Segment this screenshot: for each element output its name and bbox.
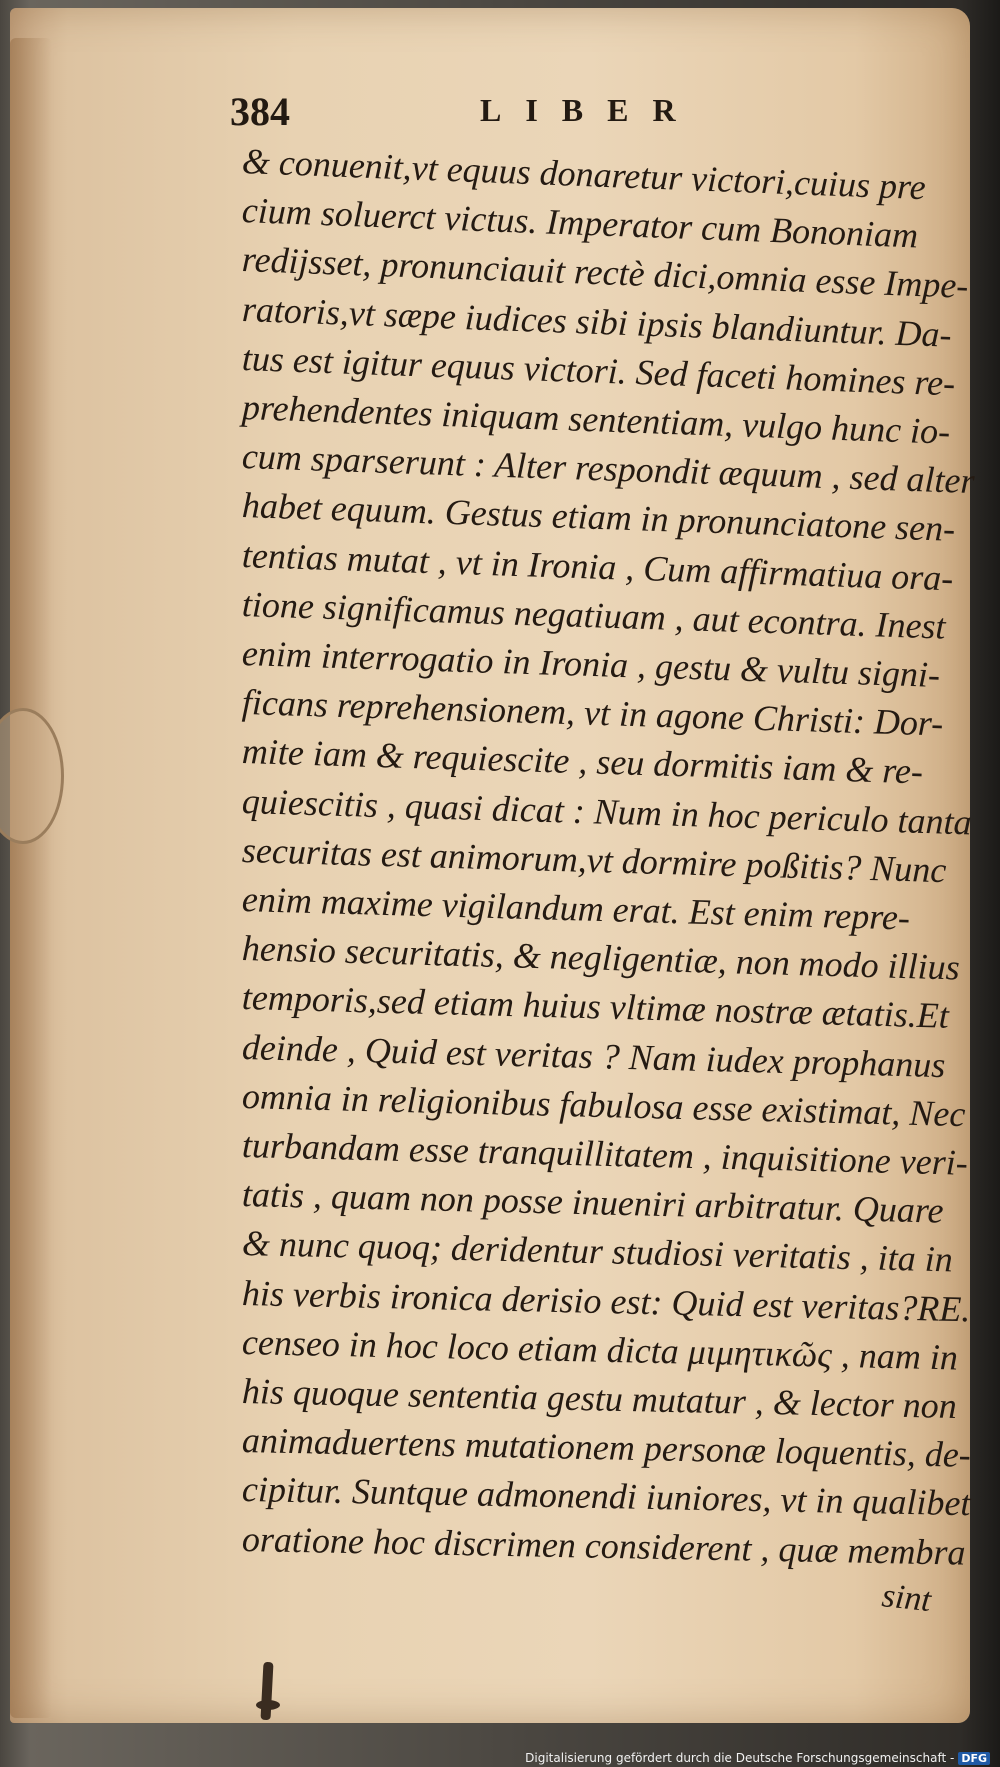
text-line: cium soluerct victus. Imperator cum Bononiam <box>241 190 919 256</box>
text-line: deinde , Quid est veritas ? Nam iudex prophanus <box>241 1026 946 1085</box>
text-line: & conuenit,vt equus donaretur victori,cuius pre <box>241 141 927 208</box>
book-clasp <box>0 708 64 844</box>
catchword: sint <box>880 1576 933 1619</box>
running-title: LIBER <box>480 92 700 128</box>
text-line: turbandam esse tranquillitatem , inquisitione veri- <box>241 1125 969 1183</box>
text-line: ficans reprehensionem, vt in agone Christi: Dor- <box>241 682 944 744</box>
text-line: tione significamus negatiuam , aut econtra. Inest <box>241 583 947 647</box>
text-line: redijsset, pronunciauit rectè dici,omnia esse Impe- <box>241 239 970 307</box>
text-line: temporis,sed etiam huius vltimæ nostræ ætatis.Et <box>241 977 950 1037</box>
text-line: enim maxime vigilandum erat. Est enim repre- <box>241 879 911 938</box>
text-line: cipitur. Suntque admonendi iuniores, vt in qualibet <box>241 1469 971 1524</box>
text-line: tentias mutat , vt in Ironia , Cum affirmatiua ora- <box>241 534 954 598</box>
credit-text: Digitalisierung gefördert durch die Deutsche Forschungsgemeinschaft - <box>525 1751 955 1765</box>
text-line: censeo in hoc loco etiam dicta μιμητικῶς , nam in <box>241 1321 959 1378</box>
page-header <box>230 88 850 138</box>
text-line: habet equum. Gestus etiam in pronunciatone sen- <box>241 485 956 550</box>
text-line: oratione hoc discrimen considerent , quæ membra <box>241 1518 966 1573</box>
text-line: tatis , quam non posse inueniri arbitratur. Quare <box>241 1174 944 1231</box>
text-line: hensio securitatis, & negligentiæ, non modo illius <box>241 928 961 988</box>
ink-smudge <box>256 1700 280 1710</box>
text-line: enim interrogatio in Ironia , gestu & vultu signi- <box>241 633 941 695</box>
text-line: tus est igitur equus victori. Sed faceti homines re- <box>241 337 956 404</box>
page-number: 384 <box>230 89 290 134</box>
text-line: mite iam & requiescite , seu dormitis iam & re- <box>241 731 924 792</box>
text-line: prehendentes iniquam sententiam, vulgo hunc io- <box>241 387 951 452</box>
text-line: quiescitis , quasi dicat : Num in hoc periculo tanta <box>241 780 973 842</box>
text-line: animaduertens mutationem personæ loquentis, de- <box>241 1420 972 1475</box>
text-line: omnia in religionibus fabulosa esse existimat, Nec <box>241 1075 966 1134</box>
dfg-logo: DFG <box>958 1752 990 1765</box>
digitization-credit <box>525 1751 990 1765</box>
text-line: securitas est animorum,vt dormire poßitis? Nunc <box>241 829 947 890</box>
text-line: his quoque sententia gestu mutatur , & lector non <box>241 1371 958 1426</box>
text-line: ratoris,vt sæpe iudices sibi ipsis blandiuntur. Da- <box>241 288 953 355</box>
page-gutter-shadow <box>10 38 52 1718</box>
text-line: cum sparserunt : Alter respondit æquum , sed alter <box>241 436 976 502</box>
text-line: his verbis ironica derisio est: Quid est veritas?RE. <box>241 1272 971 1329</box>
text-line: & nunc quoq; deridentur studiosi veritatis , ita in <box>241 1223 954 1280</box>
